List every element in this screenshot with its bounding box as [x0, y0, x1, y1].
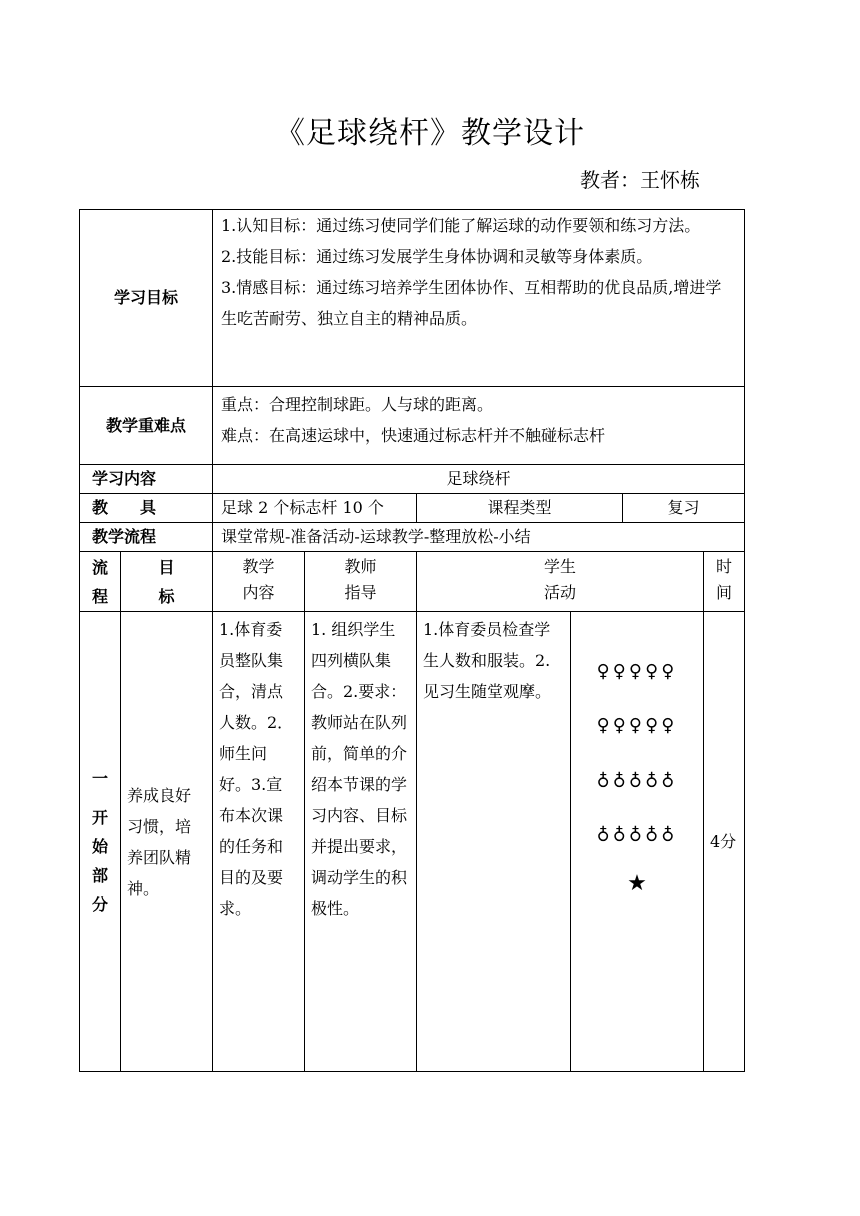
column-header-row: [80, 552, 745, 612]
content-row: [80, 465, 745, 494]
formation-row-girls-1: ♀♀♀♀♀: [596, 661, 678, 682]
header-activity: 学生 活动: [417, 552, 704, 612]
formation-diagram: [571, 612, 704, 1072]
difficult-point-text: 难点：在高速运球中，快速通过标志杆并不触碰标志杆: [221, 426, 606, 445]
course-type-label: 课程类型: [417, 494, 623, 523]
content-value: 足球绕杆: [213, 465, 745, 494]
header-goal: 目 标: [121, 552, 213, 612]
phase-one-time: 4分: [704, 612, 745, 1072]
key-point-text: 重点：合理控制球距。人与球的距离。: [221, 395, 494, 414]
objectives-label: 学习目标: [80, 210, 213, 387]
flow-value: 课堂常规-准备活动-运球教学-整理放松-小结: [213, 523, 745, 552]
phase-one-goal: 养成良好习惯，培养团队精神。: [121, 612, 213, 1072]
formation-row-boys-2: ♁♁♁♁♁: [596, 823, 678, 844]
formation-row-boys-1: ♁♁♁♁♁: [596, 769, 678, 790]
lesson-plan-table: [79, 209, 745, 1072]
phase-one-name: 一 开 始 部 分: [80, 612, 121, 1072]
equipment-value: 足球 2 个标志杆 10 个: [213, 494, 417, 523]
header-content: 教学 内容: [213, 552, 305, 612]
phase-one-activity: 1.体育委员检查学生人数和服装。2.见习生随堂观摩。: [417, 612, 571, 1072]
objectives-cell: [213, 210, 745, 387]
course-type-value: 复习: [623, 494, 745, 523]
flow-row: [80, 523, 745, 552]
key-points-row: [80, 387, 745, 465]
equipment-label: 教 具: [80, 494, 213, 523]
key-points-cell: [213, 387, 745, 465]
objective-affective: 3.情感目标：通过练习培养学生团体协作、互相帮助的优良品质,增进学生吃苦耐劳、独立自主的精神品质。: [221, 278, 722, 328]
objective-cognitive: 1.认知目标：通过练习使同学们能了解运球的动作要领和练习方法。: [221, 216, 701, 235]
author-line: 教者：王怀栋: [580, 168, 700, 192]
header-time: 时 间: [704, 552, 745, 612]
objectives-row: [80, 210, 745, 387]
phase-one-content: 1.体育委员整队集合，清点人数。2．师生问好。3.宣布本次课的任务和目的及要求。: [213, 612, 305, 1072]
header-process: 流 程: [80, 552, 121, 612]
equipment-row: [80, 494, 745, 523]
teacher-star-icon: ★: [627, 871, 647, 896]
phase-one-guide: 1. 组织学生四列横队集合。2.要求：教师站在队列前，简单的介绍本节课的学习内容、目标并提出要求，调动学生的积极性。: [305, 612, 417, 1072]
header-guide: 教师 指导: [305, 552, 417, 612]
flow-label: 教学流程: [80, 523, 213, 552]
key-points-label: 教学重难点: [80, 387, 213, 465]
content-label: 学习内容: [80, 465, 213, 494]
document-title: 《足球绕杆》教学设计: [275, 116, 585, 151]
formation-row-girls-2: ♀♀♀♀♀: [596, 715, 678, 736]
phase-one-row: [80, 612, 745, 1072]
objective-skill: 2.技能目标：通过练习发展学生身体协调和灵敏等身体素质。: [221, 247, 653, 266]
